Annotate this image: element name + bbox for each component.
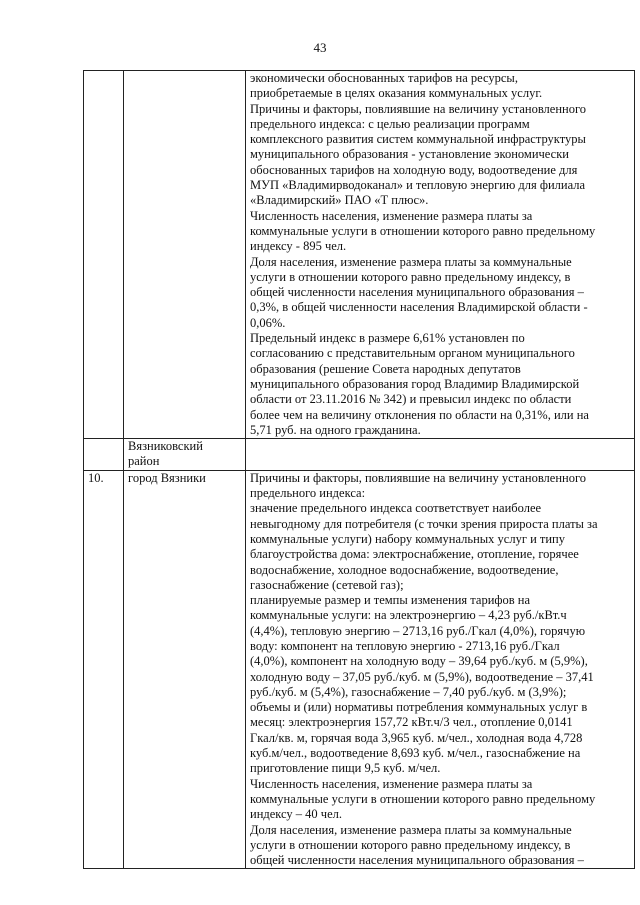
- text-line: Численность населения, изменение размера платы за: [250, 208, 533, 223]
- text-line: более чем на величину отклонения по области на 0,31%, или на: [250, 407, 589, 422]
- text-line: газоснабжение (сетевой газ);: [250, 577, 404, 592]
- table-row: [84, 439, 635, 471]
- text-line: Доля населения, изменение размера платы за коммунальные: [250, 254, 572, 269]
- row-number-cell: [84, 71, 124, 439]
- text-line: приобретаемые в целях оказания коммунальных услуг.: [250, 86, 543, 101]
- text-line: Предельный индекс в размере 6,61% установлен по: [250, 331, 525, 346]
- text-line: услуги в отношении которого равно предельному индексу, в: [250, 837, 571, 852]
- text-line: комплексного развития систем коммунальной инфраструктуры: [250, 132, 586, 147]
- text-line: коммунальные услуги в отношении которого равно предельному: [250, 223, 596, 238]
- text-line: МУП «Владимирводоканал» и тепловую энергию для филиала: [250, 178, 586, 193]
- table-row: [84, 71, 635, 439]
- text-line: предельного индекса:: [250, 486, 366, 501]
- text-line: предельного индекса: с целью реализации программ: [250, 116, 530, 131]
- text-line: области от 23.11.2016 № 342) и превысил индекс по области: [250, 392, 572, 407]
- text-line: месяц: электроэнергия 157,72 кВт.ч/3 чел., отопление 0,0141: [250, 715, 573, 730]
- text-line: общей численности населения муниципального образования –: [250, 285, 584, 300]
- text-line: значение предельного индекса соответствует наиболее: [250, 501, 542, 516]
- text-line: муниципального образования город Владимир Владимирской: [250, 376, 580, 391]
- text-line: индексу - 895 чел.: [250, 239, 347, 254]
- text-line: приготовление пищи 9,5 куб. м/чел.: [250, 761, 441, 776]
- municipality-cell: город Вязники: [124, 470, 246, 869]
- text-line: коммунальные услуги в отношении которого равно предельному: [250, 791, 596, 806]
- text-line: холодную воду – 37,05 руб./куб. м (5,9%), водоотведение – 37,41: [250, 669, 594, 684]
- text-line: водоснабжение, холодное водоснабжение, водоотведение,: [250, 562, 559, 577]
- description-text: [250, 471, 630, 869]
- text-line: коммунальные услуги: на электроэнергию – 4,23 руб./кВт.ч: [250, 608, 567, 623]
- text-line: (4,4%), тепловую энергию – 2713,16 руб./Гкал (4,0%), горячую: [250, 623, 586, 638]
- text-line: Численность населения, изменение размера платы за: [250, 776, 533, 791]
- document-table: [83, 70, 635, 869]
- text-line: объемы и (или) нормативы потребления коммунальных услуг в: [250, 700, 588, 715]
- text-line: Доля населения, изменение размера платы за коммунальные: [250, 822, 572, 837]
- text-line: воду: компонент на тепловую энергию - 2713,16 руб./Гкал: [250, 638, 560, 653]
- district-label: район: [128, 454, 160, 469]
- text-line: руб./куб. м (5,4%), газоснабжение – 7,40 руб./куб. м (3,9%);: [250, 684, 567, 699]
- page-number: 43: [313, 40, 327, 55]
- text-line: 5,71 руб. на одного гражданина.: [250, 422, 421, 437]
- text-line: согласованию с представительным органом муниципального: [250, 346, 575, 361]
- text-line: 0,06%.: [250, 315, 286, 330]
- text-line: благоустройства дома: электроснабжение, отопление, горячее: [250, 547, 579, 562]
- description-cell: [246, 470, 635, 869]
- text-line: индексу – 40 чел.: [250, 807, 343, 822]
- text-line: «Владимирский» ПАО «Т плюс».: [250, 193, 429, 208]
- text-line: планируемые размер и темпы изменения тарифов на: [250, 593, 531, 608]
- description-cell: [246, 71, 635, 439]
- text-line: куб.м/чел., водоотведение 8,693 куб. м/чел., газоснабжение на: [250, 746, 581, 761]
- text-line: Гкал/кв. м, горячая вода 3,965 куб. м/чел., холодная вода 4,728: [250, 730, 583, 745]
- text-line: обоснованных тарифов на холодную воду, водоотведение для: [250, 162, 578, 177]
- text-line: Причины и факторы, повлиявшие на величину установленного: [250, 470, 587, 485]
- municipality-cell: [124, 71, 246, 439]
- text-line: услуги в отношении которого равно предельному индексу, в: [250, 269, 571, 284]
- text-line: образования (решение Совета народных депутатов: [250, 361, 521, 376]
- text-line: общей численности населения муниципального образования –: [250, 853, 584, 868]
- district-name: Вязниковский: [128, 439, 203, 454]
- table-row: [84, 470, 635, 869]
- district-cell: [124, 439, 246, 471]
- text-line: Причины и факторы, повлиявшие на величину установленного: [250, 101, 587, 116]
- text-line: муниципального образования - установление экономически: [250, 147, 569, 162]
- row-number-cell: [84, 439, 124, 471]
- text-line: коммунальные услуги) набору коммунальных услуг и типу: [250, 531, 565, 546]
- description-cell: [246, 439, 635, 471]
- description-text: [250, 71, 630, 438]
- text-line: (4,0%), компонент на холодную воду – 39,64 руб./куб. м (5,9%),: [250, 654, 588, 669]
- text-line: экономически обоснованных тарифов на ресурсы,: [250, 71, 518, 85]
- text-line: 0,3%, в общей численности населения Владимирской области -: [250, 300, 588, 315]
- row-number-cell: 10.: [84, 470, 124, 869]
- text-line: невыгодному для потребителя (с точки зрения прироста платы за: [250, 516, 598, 531]
